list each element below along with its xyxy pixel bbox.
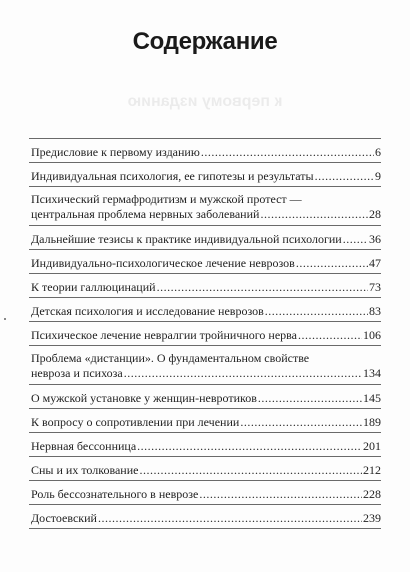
toc-entry: [29, 457, 381, 481]
toc-entry: [29, 187, 381, 226]
toc-entry-title: Предисловие к первому изданию: [31, 145, 200, 159]
toc-entry-title: Сны и их толкование: [31, 463, 139, 477]
toc-entry-title: К вопросу о сопротивлении при лечении: [31, 415, 240, 429]
toc-entry-page: 228: [363, 487, 381, 501]
toc-leader-dots: [265, 304, 368, 319]
table-of-contents: [29, 138, 381, 529]
toc-entry-page: 134: [363, 366, 381, 380]
toc-entry-title: Роль бессознательного в неврозе: [31, 487, 199, 501]
toc-entry-title: Индивидуально-психологическое лечение неврозов: [31, 256, 295, 270]
toc-entry-page: 212: [363, 463, 381, 477]
toc-entry: [29, 346, 381, 385]
toc-leader-dots: [139, 463, 362, 478]
toc-entry-title-line1: Проблема «дистанции». О фундаментальном свойстве: [31, 351, 310, 365]
toc-entry: [29, 298, 381, 322]
toc-entry-page: 28: [369, 207, 381, 221]
toc-leader-dots: [260, 207, 368, 222]
toc-entry-title: невроза и психоза: [31, 366, 123, 380]
toc-entry-page: 36: [369, 232, 381, 246]
toc-entry: [29, 274, 381, 298]
toc-entry: [29, 226, 381, 250]
toc-entry-title: К теории галлюцинаций: [31, 280, 156, 294]
toc-leader-dots: [201, 145, 374, 160]
toc-entry-title-line1: Психический гермафродитизм и мужской протест —: [31, 192, 302, 206]
toc-entry-title: Достоевский: [31, 511, 97, 525]
toc-leader-dots: [298, 328, 362, 343]
toc-leader-dots: [124, 366, 362, 381]
toc-entry-page: 189: [363, 415, 381, 429]
bleed-through-text: к первому изданию: [127, 93, 283, 110]
toc-entry: [29, 505, 381, 529]
toc-entry-title: О мужской установке у женщин-невротиков: [31, 391, 257, 405]
toc-leader-dots: [258, 391, 362, 406]
toc-entry-page: 9: [375, 169, 381, 183]
toc-leader-dots: [240, 415, 362, 430]
toc-entry-title: Индивидуальная психология, ее гипотезы и результаты: [31, 169, 314, 183]
toc-entry: [29, 139, 381, 163]
page-title: Содержание: [132, 28, 278, 55]
toc-leader-dots: [98, 511, 362, 526]
toc-entry: [29, 433, 381, 457]
toc-entry-page: 106: [363, 328, 381, 342]
toc-entry-page: 6: [375, 145, 381, 159]
toc-entry: [29, 385, 381, 409]
toc-entry-page: 47: [369, 256, 381, 270]
toc-entry-page: 73: [369, 280, 381, 294]
toc-leader-dots: [137, 439, 362, 454]
toc-entry-title: Психическое лечение невралгии тройничного нерва: [31, 328, 297, 342]
toc-leader-dots: [157, 280, 368, 295]
toc-entry-page: 145: [363, 391, 381, 405]
toc-entry: [29, 322, 381, 346]
toc-leader-dots: [199, 487, 362, 502]
toc-entry-title: центральная проблема нервных заболеваний: [31, 207, 260, 221]
toc-leader-dots: [315, 169, 374, 184]
toc-entry-title: Детская психология и исследование неврозов: [31, 304, 264, 318]
toc-leader-dots: [343, 232, 368, 247]
toc-entry: [29, 163, 381, 187]
toc-entry: [29, 409, 381, 433]
toc-leader-dots: [296, 256, 368, 271]
toc-entry-page: 239: [363, 511, 381, 525]
toc-entry-title: Дальнейшие тезисы к практике индивидуальной психологии: [31, 232, 342, 246]
page-speck: [4, 318, 6, 320]
toc-entry-title: Нервная бессонница: [31, 439, 137, 453]
toc-entry: [29, 481, 381, 505]
toc-entry-page: 201: [363, 439, 381, 453]
toc-entry: [29, 250, 381, 274]
toc-entry-page: 83: [369, 304, 381, 318]
